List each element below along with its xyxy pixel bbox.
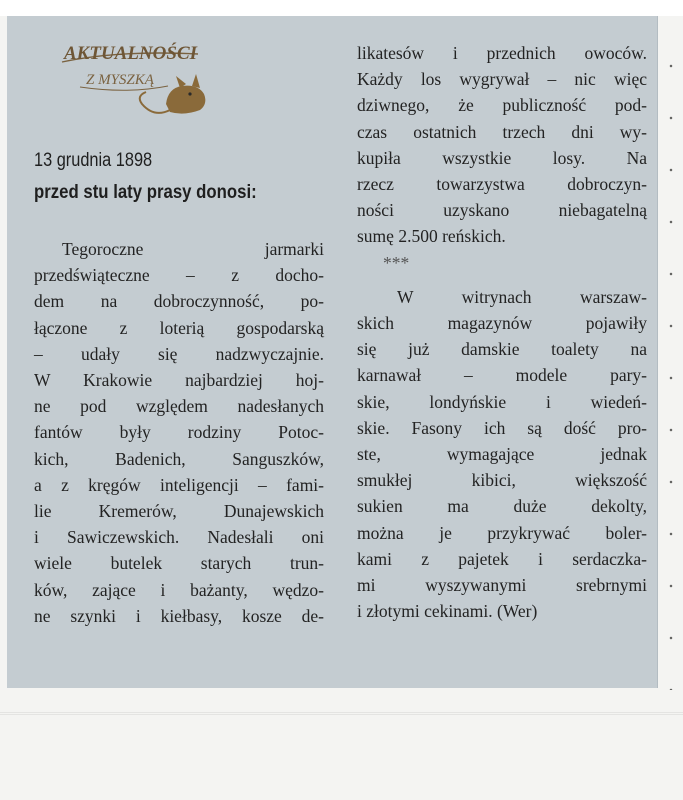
text-line: – udały się nadzwyczajnie. bbox=[34, 343, 324, 364]
text-line: W witrynach warszaw- bbox=[397, 286, 647, 307]
text-line: ności uzyskano niebagatelną bbox=[357, 200, 647, 221]
text-line: smukłej kibici, większość bbox=[357, 470, 647, 491]
text-line: W Krakowie najbardziej hoj- bbox=[34, 370, 324, 390]
text-line: mi wyszywanymi srebrnymi bbox=[357, 575, 647, 595]
text-line: dem na dobroczynność, po- bbox=[34, 291, 324, 312]
text-line: kich, Badenich, Sanguszków, bbox=[34, 448, 324, 469]
text-line: można je przykrywać boler- bbox=[357, 522, 647, 543]
section-separator: *** bbox=[383, 252, 410, 273]
text-line: kupiła wszystkie losy. Na bbox=[357, 147, 647, 168]
text-line: i złotymi cekinami. (Wer) bbox=[357, 601, 538, 622]
text-line: sukien ma duże dekolty, bbox=[357, 496, 647, 517]
text-line: rzecz towarzystwa dobroczyn- bbox=[357, 174, 647, 194]
text-line: łączone z loterią gospodarską bbox=[34, 317, 324, 338]
text-line: przedświąteczne – z docho- bbox=[34, 265, 324, 286]
text-line: ków, zające i bażanty, wędzo- bbox=[34, 579, 324, 600]
text-line: dziwnego, że publiczność pod- bbox=[357, 95, 647, 116]
text-line: i Sawiczewskich. Nadesłali oni bbox=[34, 527, 324, 548]
text-line: ne szynki i kiełbasy, kosze de- bbox=[34, 605, 324, 626]
issue-date: 13 grudnia 1898 bbox=[34, 150, 153, 171]
text-line: skich magazynów pojawiły bbox=[357, 313, 647, 333]
text-line: ste, wymagające jednak bbox=[357, 444, 647, 464]
section-headline: przed stu laty prasy donosi: bbox=[34, 181, 257, 203]
column-logo bbox=[58, 32, 228, 122]
logo-word-2: Z MYSZKĄ bbox=[86, 72, 154, 88]
top-strip bbox=[0, 0, 683, 16]
text-line: ne pod względem nadesłanych bbox=[34, 396, 324, 417]
text-line: czas ostatnich trzech dni wy- bbox=[357, 121, 647, 142]
text-line: Każdy los wygrywał – nic więc bbox=[357, 69, 647, 90]
text-line: karnawał – modele pary- bbox=[357, 365, 647, 386]
text-line: skie, londyńskie i wiedeń- bbox=[357, 391, 647, 412]
text-line: fantów były rodziny Potoc- bbox=[34, 422, 324, 443]
text-line: Tegoroczne jarmarki bbox=[62, 239, 324, 259]
text-line: kami z pajetek i serdaczka- bbox=[357, 548, 647, 569]
text-line: sumę 2.500 reńskich. bbox=[357, 226, 506, 247]
text-line: likatesów i przednich owoców. bbox=[357, 43, 647, 63]
text-line: skie. Fasony ich są dość pro- bbox=[357, 417, 647, 438]
text-line: lie Kremerów, Dunajewskich bbox=[34, 501, 324, 521]
page-bottom bbox=[0, 700, 683, 800]
logo-word-1: AKTUALNOŚCI bbox=[64, 43, 198, 64]
text-line: się już damskie toalety na bbox=[357, 339, 647, 360]
text-line: a z kręgów inteligencji – fami- bbox=[34, 474, 324, 495]
text-line: wiele butelek starych trun- bbox=[34, 553, 324, 574]
margin-marks bbox=[669, 40, 673, 690]
mouse-logo-icon bbox=[58, 32, 228, 122]
